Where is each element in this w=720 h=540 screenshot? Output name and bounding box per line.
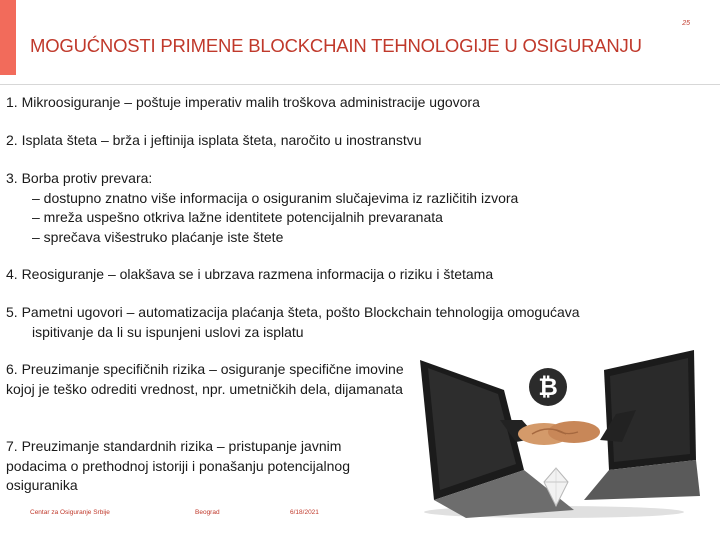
list-item-4: 4. Reosiguranje – olakšava se i ubrzava razmena informacija o riziku i štetama	[6, 266, 494, 282]
list-item-5	[6, 303, 580, 342]
list-item-3	[6, 169, 518, 247]
list-item-5-line-2: ispitivanje da li su ispunjeni uslovi za isplatu	[32, 323, 304, 340]
blockchain-handshake-illustration	[404, 350, 708, 520]
footer-date: 6/18/2021	[290, 509, 319, 516]
slide-number: 25	[682, 20, 690, 27]
list-item-3-heading: 3. Borba protiv prevara:	[6, 170, 153, 186]
handshake-icon	[404, 350, 708, 520]
list-item-3-sub-3: – sprečava višestruko plaćanje iste štete	[32, 228, 284, 245]
list-item-1: 1. Mikroosiguranje – poštuje imperativ malih troškova administracije ugovora	[6, 94, 480, 110]
list-item-6: 6. Preuzimanje specifičnih rizika – osiguranje specifične imovine kojoj je teško odrediti vrednost, npr. umetničkih dela, dijamanata	[6, 361, 404, 397]
slide-title: MOGUĆNOSTI PRIMENE BLOCKCHAIN TEHNOLOGIJE U OSIGURANJU	[30, 35, 642, 56]
list-item-3-sub-2: – mreža uspešno otkriva lažne identitete potencijalnih prevaranata	[32, 209, 443, 225]
footer-city: Beograd	[195, 509, 220, 516]
divider	[0, 84, 720, 85]
list-item-7: 7. Preuzimanje standardnih rizika – pristupanje javnim podacima o prethodnoj istoriji i ponašanju potencijalnog osiguranika	[6, 438, 351, 493]
list-item-3-sub-1: – dostupno znatno više informacija o osiguranim slučajevima iz različitih izvora	[32, 189, 519, 206]
accent-bar	[0, 0, 16, 75]
list-item-2: 2. Isplata šteta – brža i jeftinija isplata šteta, naročito u inostranstvu	[6, 132, 422, 148]
list-item-5-line-1: 5. Pametni ugovori – automatizacija plaćanja šteta, pošto Blockchain tehnologija omogućava	[6, 304, 580, 320]
svg-text:₿: ₿	[538, 373, 558, 401]
footer-org: Centar za Osiguranje Srbije	[30, 509, 110, 516]
